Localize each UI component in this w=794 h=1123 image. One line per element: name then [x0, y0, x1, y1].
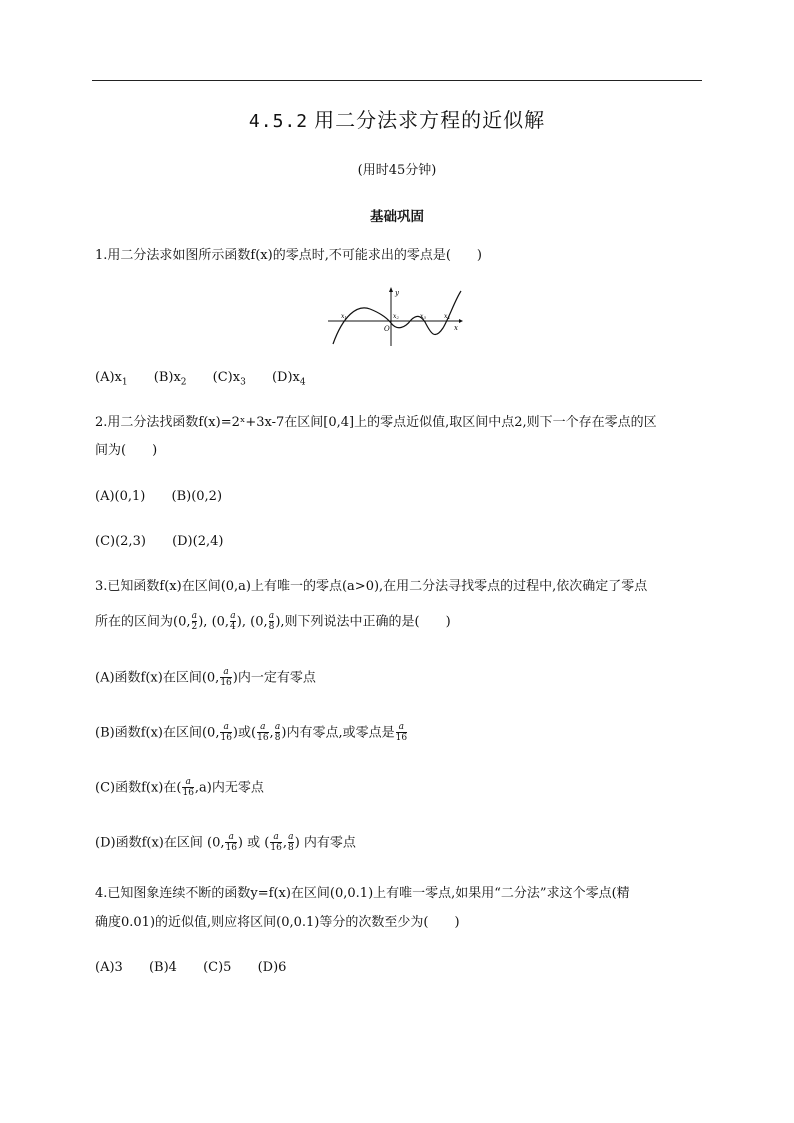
graph-x1-label: x1 [341, 313, 347, 320]
q2-options-row1 [95, 487, 244, 507]
q1-option-c[interactable]: $(C)x_3$ [212, 370, 246, 388]
q4-option-c[interactable]: (C)5 [203, 960, 232, 975]
q4-option-b[interactable]: (B)4 [148, 960, 177, 975]
page-title [0, 104, 794, 133]
q3-option-b[interactable]: (B)函数f(x)在区间(0, $\frac{a}{16}$ )或( $\frac{a}{16}$ , $\frac{a}{8}$ )内有零点,或零点是 $\frac{a}{16}$ [95, 722, 408, 743]
q4-line2: 确度0.01)的近似值,则应将区间(0,0.1)等分的次数至少为( ) [95, 915, 460, 930]
q2-option-b[interactable]: (B)(0,2) [171, 489, 223, 504]
title-text: 用二分法求方程的近似解 [314, 108, 546, 132]
header-rule [92, 80, 702, 81]
graph-x2-label: x2 [393, 313, 399, 320]
section-heading: 基础巩固 [370, 209, 424, 225]
q3-option-c[interactable]: (C)函数f(x)在( $\frac{a}{16}$ ,a)内无零点 [95, 777, 264, 798]
q3-option-d[interactable]: (D)函数f(x)在区间 (0, $\frac{a}{16}$ ) 或 ( $\frac{a}{16}$ , $\frac{a}{8}$ ) 内有零点 [95, 832, 356, 853]
q1-option-b[interactable]: $(B)x_2$ [153, 370, 187, 388]
graph-x-label: x [454, 324, 458, 332]
graph-y-arrow [389, 287, 393, 292]
title-number: 4.5.2 [248, 111, 309, 132]
q4-options [95, 958, 308, 978]
time-subtitle: (用时45分钟) [357, 163, 437, 178]
q1-option-d[interactable]: $(D)x_4$ [271, 370, 306, 388]
frac-a-8: $\frac{a}{8}$ [268, 611, 275, 632]
q1-graph [325, 286, 465, 348]
q2-options-row2 [95, 532, 245, 552]
frac-a-2: $\frac{a}{2}$ [191, 611, 198, 632]
graph-x-arrow [459, 319, 463, 323]
q3-line2: 所在的区间为(0, $\frac{a}{2}$ ), (0, $\frac{a}{4}$ ), (0, $\frac{a}{8}$ ),则下列说法中正确的是( ) [95, 611, 451, 632]
q3-option-a[interactable]: (A)函数f(x)在区间(0, $\frac{a}{16}$ )内一定有零点 [95, 667, 316, 688]
q2-line1: 2.用二分法找函数f(x)=2ˣ+3x-7在区间[0,4]上的零点近似值,取区间中点2,则下一个存在零点的区 [95, 415, 657, 430]
q4-line1: 4.已知图象连续不断的函数y=f(x)在区间(0,0.1)上有唯一零点,如果用“二分法”求这个零点(精 [95, 886, 630, 901]
frac-a-4: $\frac{a}{4}$ [230, 611, 236, 632]
graph-x4-label: x4 [444, 313, 450, 320]
q2-line2: 间为( ) [95, 443, 158, 458]
q1-option-a[interactable]: $(A)x_1$ [95, 370, 128, 388]
q3-line1: 3.已知函数f(x)在区间(0,a)上有唯一的零点(a>0),在用二分法寻找零点的过程中,依次确定了零点 [95, 579, 648, 594]
q1-text: 1.用二分法求如图所示函数f(x)的零点时,不可能求出的零点是( ) [95, 248, 482, 263]
q2-option-d[interactable]: (D)(2,4) [172, 534, 224, 549]
graph-origin-label: O [384, 325, 390, 333]
q2-option-a[interactable]: (A)(0,1) [95, 489, 146, 504]
graph-y-label: y [395, 289, 399, 297]
q2-option-c[interactable]: (C)(2,3) [95, 534, 146, 549]
q4-option-d[interactable]: (D)6 [257, 960, 287, 975]
q4-option-a[interactable]: (A)3 [95, 960, 123, 975]
graph-x3-label: x3 [420, 313, 426, 320]
q1-options [95, 368, 328, 393]
